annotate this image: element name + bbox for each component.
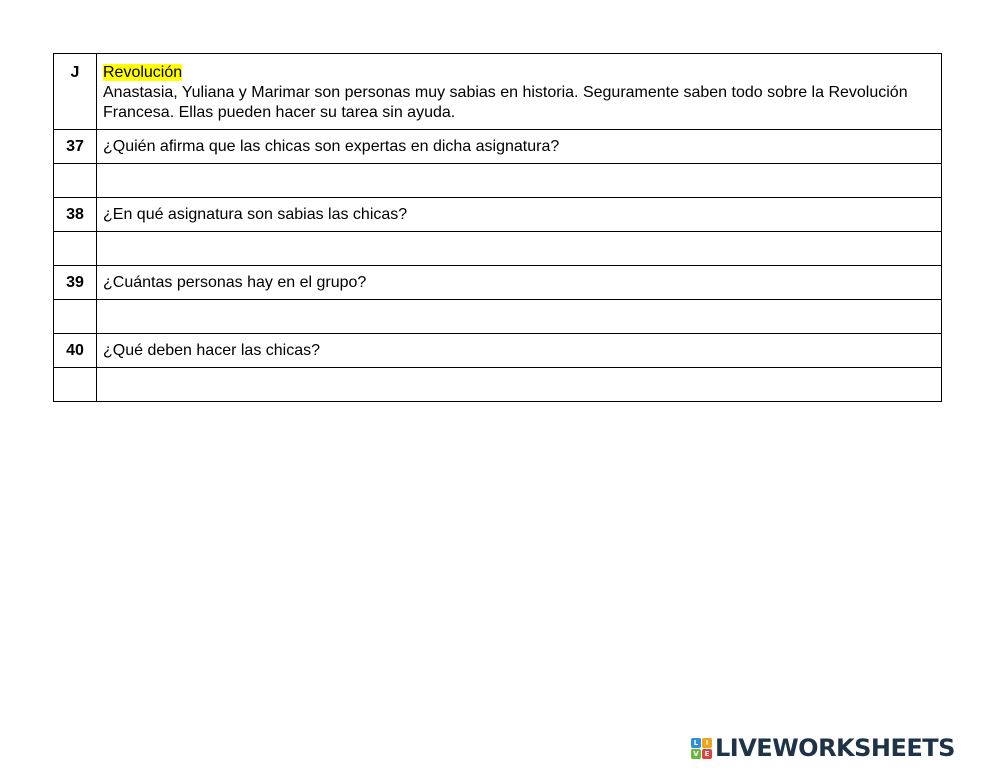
- logo-tile: E: [702, 749, 712, 759]
- worksheet-table: [53, 53, 942, 402]
- question-number: 39: [54, 266, 97, 300]
- passage-title: Revolución: [103, 64, 183, 81]
- answer-input-40[interactable]: [103, 374, 935, 395]
- passage-text: Anastasia, Yuliana y Marimar son personas muy sabias en historia. Seguramente saben todo sobre la Revolución Francesa. Ellas pueden hacer su tarea sin ayuda.: [103, 84, 908, 121]
- question-text: ¿Qué deben hacer las chicas?: [97, 334, 942, 368]
- liveworksheets-brand: [691, 734, 955, 762]
- answer-input-38[interactable]: [103, 238, 935, 259]
- question-row-38: [54, 198, 942, 232]
- question-number: 38: [54, 198, 97, 232]
- question-row-40: [54, 334, 942, 368]
- answer-row-37: [54, 164, 942, 198]
- question-row-39: [54, 266, 942, 300]
- question-text: ¿Quién afirma que las chicas son expertas en dicha asignatura?: [97, 130, 942, 164]
- answer-row-40: [54, 368, 942, 402]
- passage-row: [54, 54, 942, 130]
- answer-input-37[interactable]: [103, 170, 935, 191]
- answer-number-blank: [54, 300, 97, 334]
- answer-cell: [97, 300, 942, 334]
- answer-row-39: [54, 300, 942, 334]
- passage-cell: [97, 54, 942, 130]
- question-text: ¿En qué asignatura son sabias las chicas?: [97, 198, 942, 232]
- section-label: J: [54, 54, 97, 130]
- question-row-37: [54, 130, 942, 164]
- question-number: 40: [54, 334, 97, 368]
- logo-tile: I: [702, 738, 712, 748]
- answer-number-blank: [54, 232, 97, 266]
- answer-number-blank: [54, 368, 97, 402]
- answer-number-blank: [54, 164, 97, 198]
- question-text: ¿Cuántas personas hay en el grupo?: [97, 266, 942, 300]
- answer-input-39[interactable]: [103, 306, 935, 327]
- answer-row-38: [54, 232, 942, 266]
- answer-cell: [97, 164, 942, 198]
- brand-wordmark: LIVEWORKSHEETS: [715, 734, 955, 762]
- answer-cell: [97, 368, 942, 402]
- liveworksheets-logo-icon: [691, 738, 712, 759]
- logo-tile: L: [691, 738, 701, 748]
- question-number: 37: [54, 130, 97, 164]
- answer-cell: [97, 232, 942, 266]
- logo-tile: V: [691, 749, 701, 759]
